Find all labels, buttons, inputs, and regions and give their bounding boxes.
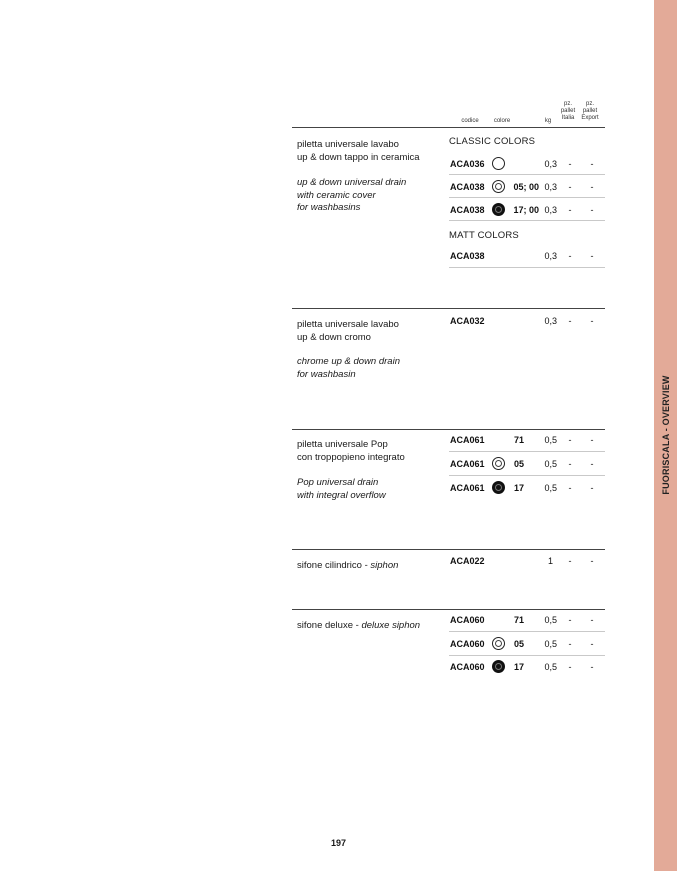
black-color-swatch-icon <box>492 203 505 216</box>
chrome-color-swatch-icon <box>492 637 505 650</box>
header-codice: codice <box>461 118 479 124</box>
pallet-italia-value: - <box>568 459 572 469</box>
pallet-export-value: - <box>590 316 594 326</box>
group-title-matt: MATT COLORS <box>449 230 519 241</box>
weight-value: 0,3 <box>544 182 557 192</box>
black-color-swatch-icon <box>492 660 505 673</box>
pallet-export-value: - <box>590 615 594 625</box>
product-code: ACA060 <box>450 639 485 649</box>
product-description-en: chrome up & down drain for washbasin <box>297 356 400 380</box>
weight-value: 1 <box>547 556 553 566</box>
section-rule <box>292 308 605 309</box>
header-colore: colore <box>493 118 511 124</box>
row-divider <box>449 220 605 221</box>
row-divider <box>449 267 605 268</box>
product-description: sifone cilindrico - siphon <box>297 560 399 571</box>
pallet-italia-value: - <box>568 662 572 672</box>
section-rule <box>292 549 605 550</box>
white-color-swatch-icon <box>492 157 505 170</box>
weight-value: 0,3 <box>544 205 557 215</box>
pallet-italia-value: - <box>568 251 572 261</box>
weight-value: 0,3 <box>544 159 557 169</box>
pallet-italia-value: - <box>568 316 572 326</box>
product-code: ACA038 <box>450 205 485 215</box>
product-description-it: piletta universale lavabo up & down tappo in ceramica <box>297 139 420 163</box>
pallet-italia-value: - <box>568 556 572 566</box>
product-code: ACA036 <box>450 159 485 169</box>
color-code: 71 <box>513 435 524 445</box>
product-description-en: Pop universal drain with integral overflow <box>297 477 386 501</box>
product-code: ACA038 <box>450 182 485 192</box>
header-pallet-italia: pz. pallet Italia <box>560 101 576 121</box>
weight-value: 0,5 <box>544 483 557 493</box>
color-code: 05 <box>513 459 524 469</box>
weight-value: 0,5 <box>544 435 557 445</box>
pallet-export-value: - <box>590 639 594 649</box>
header-kg: kg <box>544 118 552 124</box>
section-rule <box>292 127 605 128</box>
pallet-export-value: - <box>590 662 594 672</box>
product-code: ACA061 <box>450 483 485 493</box>
color-code: 05 <box>513 639 524 649</box>
color-code: 17; 00 <box>513 205 539 215</box>
chrome-color-swatch-icon <box>492 180 505 193</box>
product-code: ACA060 <box>450 662 485 672</box>
section-rule <box>292 429 605 430</box>
product-code: ACA032 <box>450 316 485 326</box>
pallet-export-value: - <box>590 159 594 169</box>
black-color-swatch-icon <box>492 481 505 494</box>
header-pallet-export: pz. pallet Export <box>581 101 599 121</box>
section-rule <box>292 609 605 610</box>
pallet-italia-value: - <box>568 435 572 445</box>
product-code: ACA038 <box>450 251 485 261</box>
weight-value: 0,3 <box>544 251 557 261</box>
row-divider <box>449 475 605 476</box>
pallet-italia-value: - <box>568 205 572 215</box>
product-code: ACA060 <box>450 615 485 625</box>
weight-value: 0,5 <box>544 662 557 672</box>
product-description-it: piletta universale Pop con troppopieno integrato <box>297 439 405 463</box>
product-code: ACA022 <box>450 556 485 566</box>
product-description: sifone deluxe - deluxe siphon <box>297 620 421 631</box>
pallet-export-value: - <box>590 556 594 566</box>
pallet-italia-value: - <box>568 483 572 493</box>
pallet-export-value: - <box>590 182 594 192</box>
pallet-export-value: - <box>590 459 594 469</box>
chrome-color-swatch-icon <box>492 457 505 470</box>
section-label: FUORISCALA - OVERVIEW <box>661 375 671 495</box>
product-description-en: up & down universal drain with ceramic cover for washbasins <box>297 177 407 213</box>
product-description-it: piletta universale lavabo up & down cromo <box>297 319 399 343</box>
product-code: ACA061 <box>450 435 485 445</box>
color-code: 71 <box>513 615 524 625</box>
pallet-export-value: - <box>590 251 594 261</box>
weight-value: 0,5 <box>544 639 557 649</box>
pallet-export-value: - <box>590 483 594 493</box>
weight-value: 0,5 <box>544 615 557 625</box>
group-title-classic: CLASSIC COLORS <box>449 136 536 147</box>
color-code: 05; 00 <box>513 182 539 192</box>
color-code: 17 <box>513 662 524 672</box>
color-code: 17 <box>513 483 524 493</box>
row-divider <box>449 174 605 175</box>
pallet-italia-value: - <box>568 639 572 649</box>
weight-value: 0,3 <box>544 316 557 326</box>
weight-value: 0,5 <box>544 459 557 469</box>
row-divider <box>449 451 605 452</box>
pallet-export-value: - <box>590 435 594 445</box>
pallet-italia-value: - <box>568 159 572 169</box>
row-divider <box>449 197 605 198</box>
pallet-italia-value: - <box>568 182 572 192</box>
row-divider <box>449 631 605 632</box>
pallet-italia-value: - <box>568 615 572 625</box>
pallet-export-value: - <box>590 205 594 215</box>
row-divider <box>449 655 605 656</box>
product-code: ACA061 <box>450 459 485 469</box>
page-number: 197 <box>330 838 347 848</box>
